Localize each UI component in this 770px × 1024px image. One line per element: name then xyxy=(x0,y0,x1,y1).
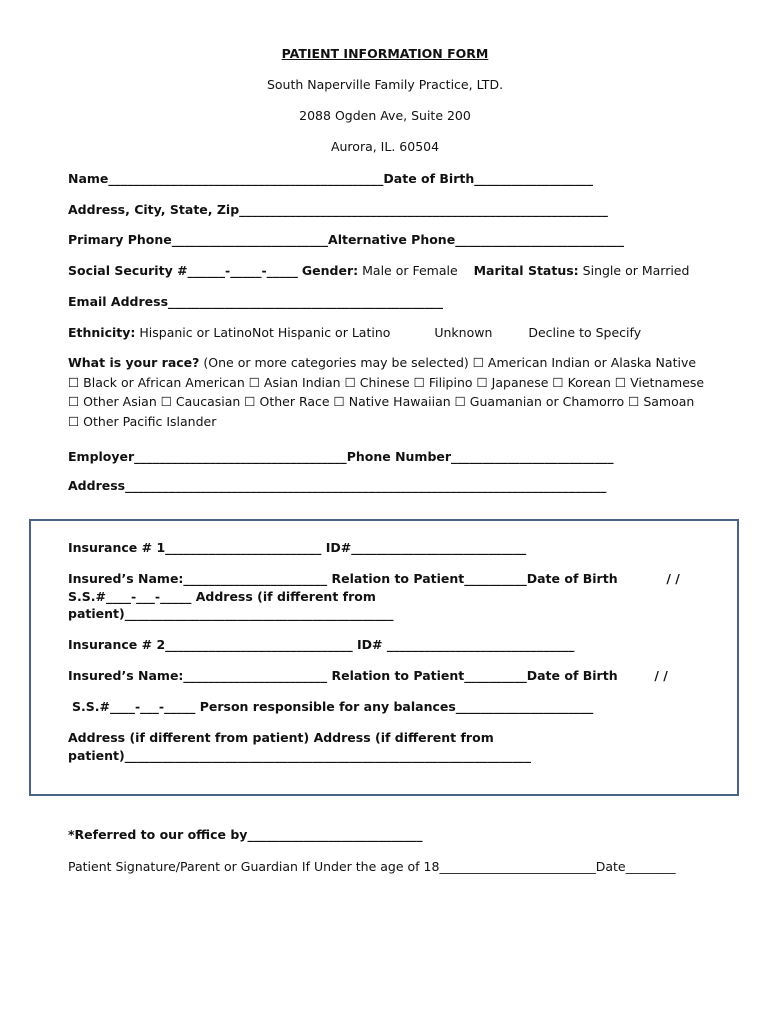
dob1-field[interactable]: / / xyxy=(666,571,680,586)
insured2-name-field[interactable]: Insured’s Name:_______________________ xyxy=(68,668,328,683)
marital-options[interactable]: Single or Married xyxy=(582,263,690,278)
insurance2-row xyxy=(68,636,574,653)
ss1-field[interactable]: S.S.#____-___-_____ xyxy=(68,589,192,604)
ss2-field[interactable]: S.S.#____-___-_____ xyxy=(72,699,196,714)
insurance1-row xyxy=(68,539,526,556)
insured2-row xyxy=(68,667,668,684)
race-label: What is your race? xyxy=(68,355,200,370)
ethnicity-not-hispanic[interactable]: Not Hispanic or Latino xyxy=(251,325,391,340)
email-field[interactable]: Email Address____________________________________________ xyxy=(68,294,444,309)
practice-city: Aurora, IL. 60504 xyxy=(330,139,440,154)
insurance1-id-field[interactable]: ID#____________________________ xyxy=(325,540,527,555)
form-title: PATIENT INFORMATION FORM xyxy=(281,46,489,61)
ss1-row xyxy=(68,588,376,605)
responsible-field[interactable]: Person responsible for any balances______________________ xyxy=(199,699,594,714)
ethnicity-hispanic[interactable]: Hispanic or Latino xyxy=(139,325,252,340)
dob1-label: Date of Birth xyxy=(526,571,618,586)
signature-field[interactable]: Patient Signature/Parent or Guardian If Under the age of 18_________________________ xyxy=(68,859,596,874)
ethnicity-row xyxy=(68,324,641,341)
primary-phone-field[interactable]: Primary Phone_________________________ xyxy=(68,232,329,247)
race-options[interactable]: (One or more categories may be selected) ☐ American Indian or Alaska Native ☐ Black or African American ☐ Asian Indian ☐ Chinese ☐ Filipino ☐ Japanese ☐ Korean ☐ Vietnamese ☐ Other Asian ☐ Caucasian ☐ Other Race ☐ Native Hawaiian ☐ Guamanian or Chamorro ☐ Samoan ☐ Other Pacific Islander xyxy=(68,355,705,429)
ssn-field[interactable]: Social Security #______-_____-_____ xyxy=(68,263,298,278)
ss2-row xyxy=(72,698,593,715)
practice-address: 2088 Ogden Ave, Suite 200 xyxy=(299,108,471,123)
dob2-field[interactable]: / / xyxy=(654,668,668,683)
address-field[interactable]: Address, City, State, Zip___________________________________________________________ xyxy=(68,202,608,217)
gender-options[interactable]: Male or Female xyxy=(362,263,458,278)
insurance2-id-field[interactable]: ID# ______________________________ xyxy=(357,637,575,652)
dob2-label: Date of Birth xyxy=(526,668,618,683)
referred-field[interactable]: *Referred to our office by____________________________ xyxy=(68,827,423,842)
ethnicity-decline[interactable]: Decline to Specify xyxy=(528,325,642,340)
marital-label: Marital Status: xyxy=(473,263,579,278)
insurance2-field[interactable]: Insurance # 2______________________________ xyxy=(68,637,353,652)
name-field[interactable]: Name____________________________________________ xyxy=(68,171,384,186)
insurance1-field[interactable]: Insurance # 1_________________________ xyxy=(68,540,322,555)
phone-row xyxy=(68,231,624,248)
alt-phone-field[interactable]: Alternative Phone___________________________ xyxy=(328,232,624,247)
addr1-field[interactable]: patient)___________________________________________ xyxy=(68,606,394,621)
dob-field[interactable]: Date of Birth___________________ xyxy=(383,171,594,186)
insured1-name-field[interactable]: Insured’s Name:_______________________ xyxy=(68,571,328,586)
ethnicity-label: Ethnicity: xyxy=(68,325,136,340)
relation1-field[interactable]: Relation to Patient__________ xyxy=(331,571,527,586)
ethnicity-unknown[interactable]: Unknown xyxy=(434,325,493,340)
ssn-gender-marital-row xyxy=(68,262,689,279)
signature-row xyxy=(68,858,676,875)
addr2-field[interactable]: patient)_________________________________________________________________ xyxy=(68,748,531,763)
date-field[interactable]: Date________ xyxy=(595,859,676,874)
employer-row xyxy=(68,448,614,465)
insured1-row xyxy=(68,570,680,587)
race-question xyxy=(68,353,708,431)
gender-label: Gender: xyxy=(301,263,359,278)
practice-name: South Naperville Family Practice, LTD. xyxy=(266,77,504,92)
employer-phone-field[interactable]: Phone Number__________________________ xyxy=(346,449,614,464)
name-row xyxy=(68,170,593,187)
employer-field[interactable]: Employer__________________________________ xyxy=(68,449,347,464)
addr1-label: Address (if different from xyxy=(195,589,376,604)
employer-address-field[interactable]: Address_____________________________________________________________________________ xyxy=(68,478,607,493)
relation2-field[interactable]: Relation to Patient__________ xyxy=(331,668,527,683)
addr2-label: Address (if different from patient) Address (if different from xyxy=(68,730,494,745)
